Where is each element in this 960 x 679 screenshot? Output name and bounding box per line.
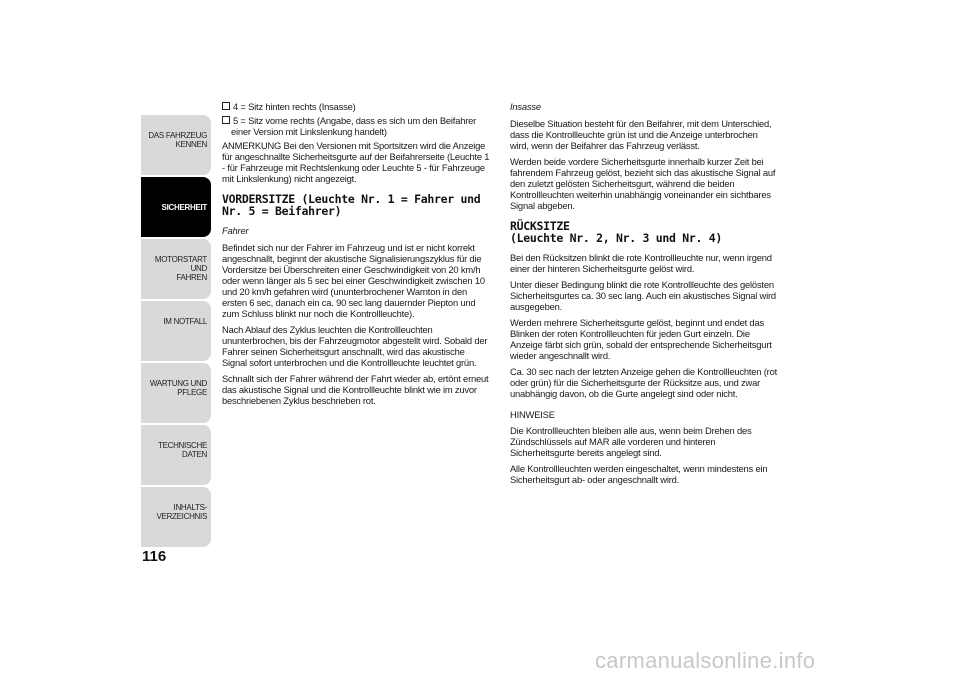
checkbox-bullet-icon (222, 116, 230, 124)
tab-motorstart-und-fahren[interactable]: MOTORSTART UND FAHREN (141, 239, 211, 299)
left-column (222, 101, 490, 411)
hint-title: HINWEISE (510, 409, 555, 420)
paragraph: Die Kontrollleuchten bleiben alle aus, wenn beim Drehen des Zündschlüssels auf MAR alle vorderen und hinteren Sicherheitsgurte bereits angelegt sind. (510, 425, 752, 458)
note-paragraph: ANMERKUNG Bei den Versionen mit Sportsitzen wird die Anzeige für angeschnallte Sicherheitsgurte auf der Beifahrerseite (Leuchte 1 - für Fahrzeuge mit Rechtslenkung oder Leuchte 5 - für Fahrzeuge mit Linkslenkung) nicht angezeigt. (222, 140, 490, 184)
section-heading-ruecksitze: RÜCKSITZE (Leuchte Nr. 2, Nr. 3 und Nr. 4) (510, 219, 722, 245)
paragraph: Bei den Rücksitzen blinkt die rote Kontrollleuchte nur, wenn irgend einer der hinteren Sicherheitsgurte gelöst wird. (510, 252, 772, 274)
tab-wartung-und-pflege[interactable]: WARTUNG UND PFLEGE (141, 363, 211, 423)
paragraph: Alle Kontrollleuchten werden eingeschaltet, wenn mindestens ein Sicherheitsgurt ab- oder angeschnallt wird. (510, 463, 768, 485)
chapter-sidebar (141, 115, 211, 549)
bullet-item: 4 = Sitz hinten rechts (Insasse) (222, 101, 490, 112)
page-number: 116 (142, 548, 167, 565)
subheading-insasse: Insasse (510, 101, 541, 112)
paragraph: Ca. 30 sec nach der letzten Anzeige gehen die Kontrollleuchten (rot oder grün) für die Sicherheitsgurte der Rücksitze aus, und zwar unabhängig davon, ob die Gurte angelegt sind oder nicht. (510, 366, 777, 399)
checkbox-bullet-icon (222, 102, 230, 110)
right-column (510, 101, 778, 490)
watermark: carmanualsonline.info (595, 648, 816, 673)
tab-im-notfall[interactable]: IM NOTFALL (141, 301, 211, 361)
paragraph: Dieselbe Situation besteht für den Beifahrer, mit dem Unterschied, dass die Kontrollleuchte grün ist und die Anzeige unterbrochen wird, wenn der Beifahrer das Fahrzeug verlässt. (510, 118, 772, 151)
tab-sicherheit[interactable]: SICHERHEIT (141, 177, 211, 237)
paragraph: Unter dieser Bedingung blinkt die rote Kontrollleuchte des gelösten Sicherheitsgurtes ca. 30 sec lang. Auch ein akustisches Signal wird ausgegeben. (510, 279, 776, 312)
section-heading-vordersitze: VORDERSITZE (Leuchte Nr. 1 = Fahrer und Nr. 5 = Beifahrer) (222, 192, 481, 218)
tab-das-fahrzeug-kennen[interactable]: DAS FAHRZEUG KENNEN (141, 115, 211, 175)
bullet-item: 5 = Sitz vorne rechts (Angabe, dass es sich um den Beifahrer einer Version mit Linkslenkung handelt) (222, 115, 490, 137)
paragraph: Werden mehrere Sicherheitsgurte gelöst, beginnt und endet das Blinken der roten Kontrollleuchten für jeden Gurt einzeln. Die Anzeige färbt sich grün, sobald der entsprechende Sicherheitsgurt wieder angeschnallt wird. (510, 317, 772, 361)
tab-inhaltsverzeichnis[interactable]: INHALTS- VERZEICHNIS (141, 487, 211, 547)
paragraph: Werden beide vordere Sicherheitsgurte innerhalb kurzer Zeit bei fahrendem Fahrzeug gelöst, bezieht sich das akustische Signal auf den zuletzt gelösten Sicherheitsgurt, während die beiden Kontrollleuchten weiterhin unabhängig voneinander ein sichtbares Signal abgeben. (510, 156, 776, 211)
paragraph: Schnallt sich der Fahrer während der Fahrt wieder ab, ertönt erneut das akustische Signal und die Kontrollleuchte blinkt wie im zuvor beschriebenen Zyklus beschrieben rot. (222, 373, 489, 406)
paragraph: Nach Ablauf des Zyklus leuchten die Kontrollleuchten ununterbrochen, bis der Fahrzeugmotor abgestellt wird. Sobald der Fahrer seinen Sicherheitsgurt anschnallt, wird das akustische Signal sofort unterbrochen und die Kontrollleuchte leuchtet grün. (222, 324, 488, 368)
subheading-fahrer: Fahrer (222, 225, 249, 236)
paragraph: Befindet sich nur der Fahrer im Fahrzeug und ist er nicht korrekt angeschnallt, beginnt der akustische Signalisierungszyklus für die Vordersitze bei Überschreiten einer Geschwindigkeit von 20 km/h oder wenn länger als 5 sec bei einer Geschwindigkeit zwischen 10 und 20 km/h gefahren wird (ununterbrochener Warnton in den ersten 6 sec, danach ein ca. 90 sec lang dauernder Piepton und zum Schluss blinkt nur noch die Kontrollleuchte). (222, 242, 485, 319)
tab-technische-daten[interactable]: TECHNISCHE DATEN (141, 425, 211, 485)
